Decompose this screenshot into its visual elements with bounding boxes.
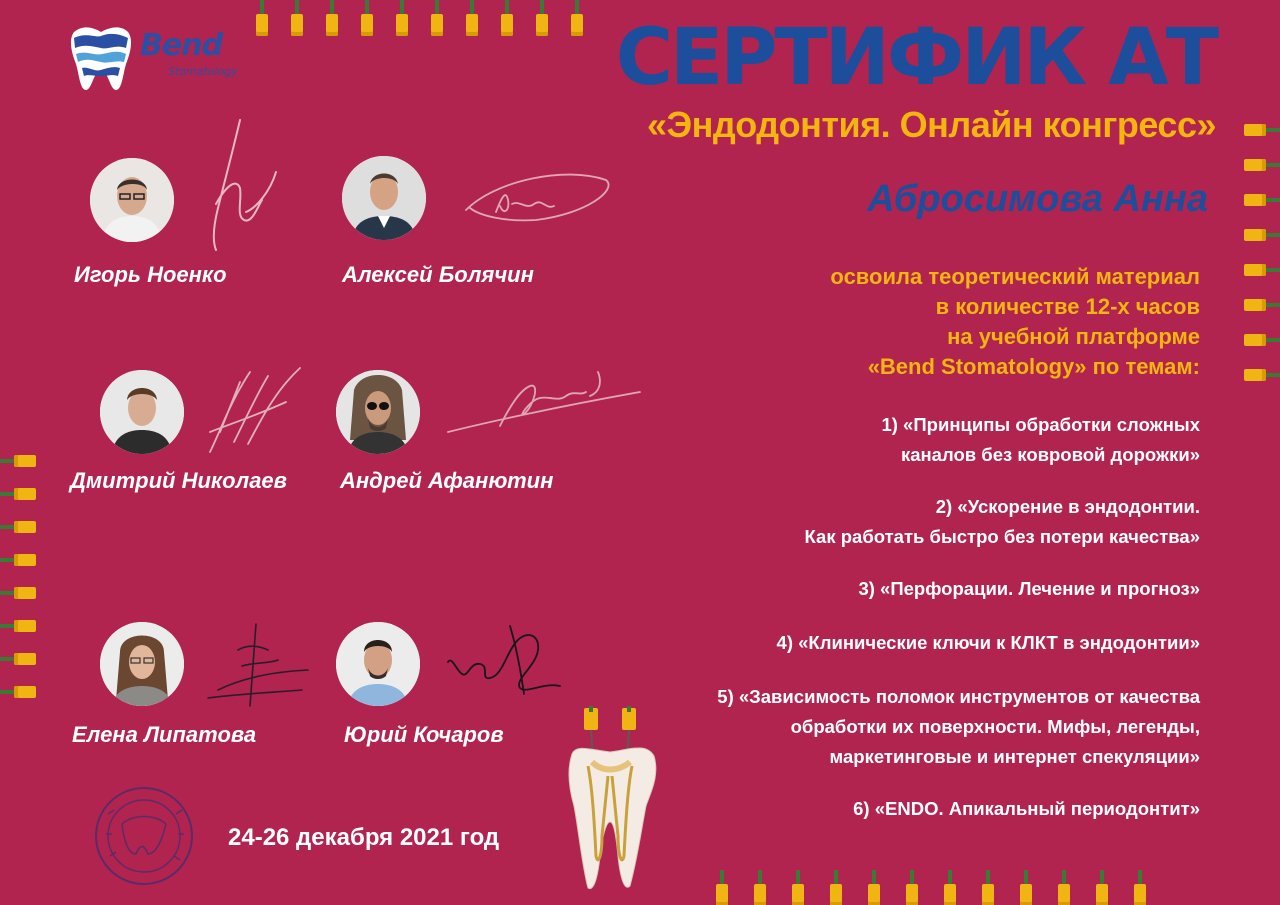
description-line: на учебной платформе <box>947 324 1200 349</box>
topic-line: 6) «ENDO. Апикальный периодонтит» <box>853 798 1200 819</box>
endo-file-icon <box>1240 194 1280 206</box>
endo-file-icon <box>868 870 880 905</box>
recipient-name: Абросимова Анна <box>867 178 1208 220</box>
speaker-photo <box>336 622 420 706</box>
endo-files-left-decoration <box>0 455 40 698</box>
speaker-photo <box>90 158 174 242</box>
endo-file-icon <box>501 0 513 40</box>
topic-line: обработки их поверхности. Мифы, легенды, <box>790 716 1200 737</box>
endo-file-icon <box>1240 124 1280 136</box>
speaker-photo <box>336 370 420 454</box>
endo-files-top-decoration <box>256 0 583 40</box>
endo-file-icon <box>1240 229 1280 241</box>
endo-file-icon <box>830 870 842 905</box>
endo-file-icon <box>716 870 728 905</box>
endo-file-icon <box>0 554 40 566</box>
endo-file-icon <box>361 0 373 40</box>
endo-file-icon <box>944 870 956 905</box>
signature-image <box>196 116 286 256</box>
speaker-name: Алексей Болячин <box>342 262 534 287</box>
endo-file-icon <box>256 0 268 40</box>
topic-line: 5) «Зависимость поломок инструментов от качества <box>717 686 1200 707</box>
endo-file-icon <box>0 587 40 599</box>
signature-image <box>440 366 650 446</box>
endo-file-icon <box>431 0 443 40</box>
endo-file-icon <box>0 455 40 467</box>
endo-file-icon <box>0 488 40 500</box>
speaker-photo <box>100 370 184 454</box>
endo-file-icon <box>1240 299 1280 311</box>
speaker-name: Дмитрий Николаев <box>70 468 287 493</box>
topic-6 <box>853 794 1200 824</box>
topic-5 <box>717 682 1200 772</box>
endo-file-icon <box>1240 159 1280 171</box>
speaker-name: Елена Липатова <box>72 722 257 747</box>
endo-file-icon <box>571 0 583 40</box>
description-line: «Bend Stomatology» по темам: <box>867 354 1200 379</box>
endo-file-icon <box>754 870 766 905</box>
endo-file-icon <box>1240 369 1280 381</box>
completion-description <box>680 262 1200 382</box>
course-title: «Эндодонтия. Онлайн конгресс» <box>647 104 1216 145</box>
topic-line: маркетинговые и интернет спекуляции» <box>829 746 1200 767</box>
signature-image <box>440 622 570 702</box>
signature-image <box>190 362 320 462</box>
endo-file-icon <box>1020 870 1032 905</box>
endo-file-icon <box>1240 264 1280 276</box>
event-date: 24-26 декабря 2021 год <box>228 824 500 851</box>
topic-line: каналов без ковровой дорожки» <box>900 444 1200 465</box>
endo-file-icon <box>792 870 804 905</box>
endo-file-icon <box>291 0 303 40</box>
endo-file-icon <box>466 0 478 40</box>
endo-file-icon <box>396 0 408 40</box>
endo-file-icon <box>326 0 338 40</box>
endo-file-icon <box>0 521 40 533</box>
topic-1 <box>881 410 1200 470</box>
speaker-name: Юрий Кочаров <box>344 722 504 747</box>
endo-files-right-decoration <box>1240 124 1280 381</box>
description-line: в количестве 12-х часов <box>935 294 1200 319</box>
stamp-seal-image <box>92 784 196 888</box>
topic-line: 4) «Клинические ключи к КЛКТ в эндодонтии» <box>776 632 1200 653</box>
topic-4 <box>777 628 1200 658</box>
endo-file-icon <box>536 0 548 40</box>
endo-file-icon <box>0 620 40 632</box>
signature-image <box>198 620 318 710</box>
tooth-logo-icon <box>68 24 134 94</box>
logo-wordmark: Bend <box>140 28 223 63</box>
speaker-photo <box>342 156 426 240</box>
logo-tagline: Stomatology <box>168 65 238 78</box>
signature-image <box>456 160 616 240</box>
topic-3 <box>858 574 1200 604</box>
endo-file-icon <box>1058 870 1070 905</box>
endo-file-icon <box>1096 870 1108 905</box>
topic-line: 2) «Ускорение в эндодонтии. <box>935 496 1200 517</box>
endo-file-icon <box>1240 334 1280 346</box>
endo-file-icon <box>906 870 918 905</box>
topic-line: 1) «Принципы обработки сложных <box>881 414 1200 435</box>
certificate-title: СЕРТИФИК АТ <box>615 13 1216 103</box>
speaker-name: Игорь Ноенко <box>74 262 227 287</box>
topic-2 <box>805 492 1200 552</box>
tooth-root-canal-illustration <box>562 706 662 894</box>
topic-line: Как работать быстро без потери качества» <box>804 526 1200 547</box>
speaker-name: Андрей Афанютин <box>340 468 554 493</box>
topic-line: 3) «Перфорации. Лечение и прогноз» <box>858 578 1200 599</box>
speaker-photo <box>100 622 184 706</box>
endo-file-icon <box>0 653 40 665</box>
endo-file-icon <box>1134 870 1146 905</box>
endo-files-bottom-decoration <box>716 870 1146 905</box>
endo-file-icon <box>982 870 994 905</box>
endo-file-icon <box>0 686 40 698</box>
description-line: освоила теоретический материал <box>830 264 1200 289</box>
